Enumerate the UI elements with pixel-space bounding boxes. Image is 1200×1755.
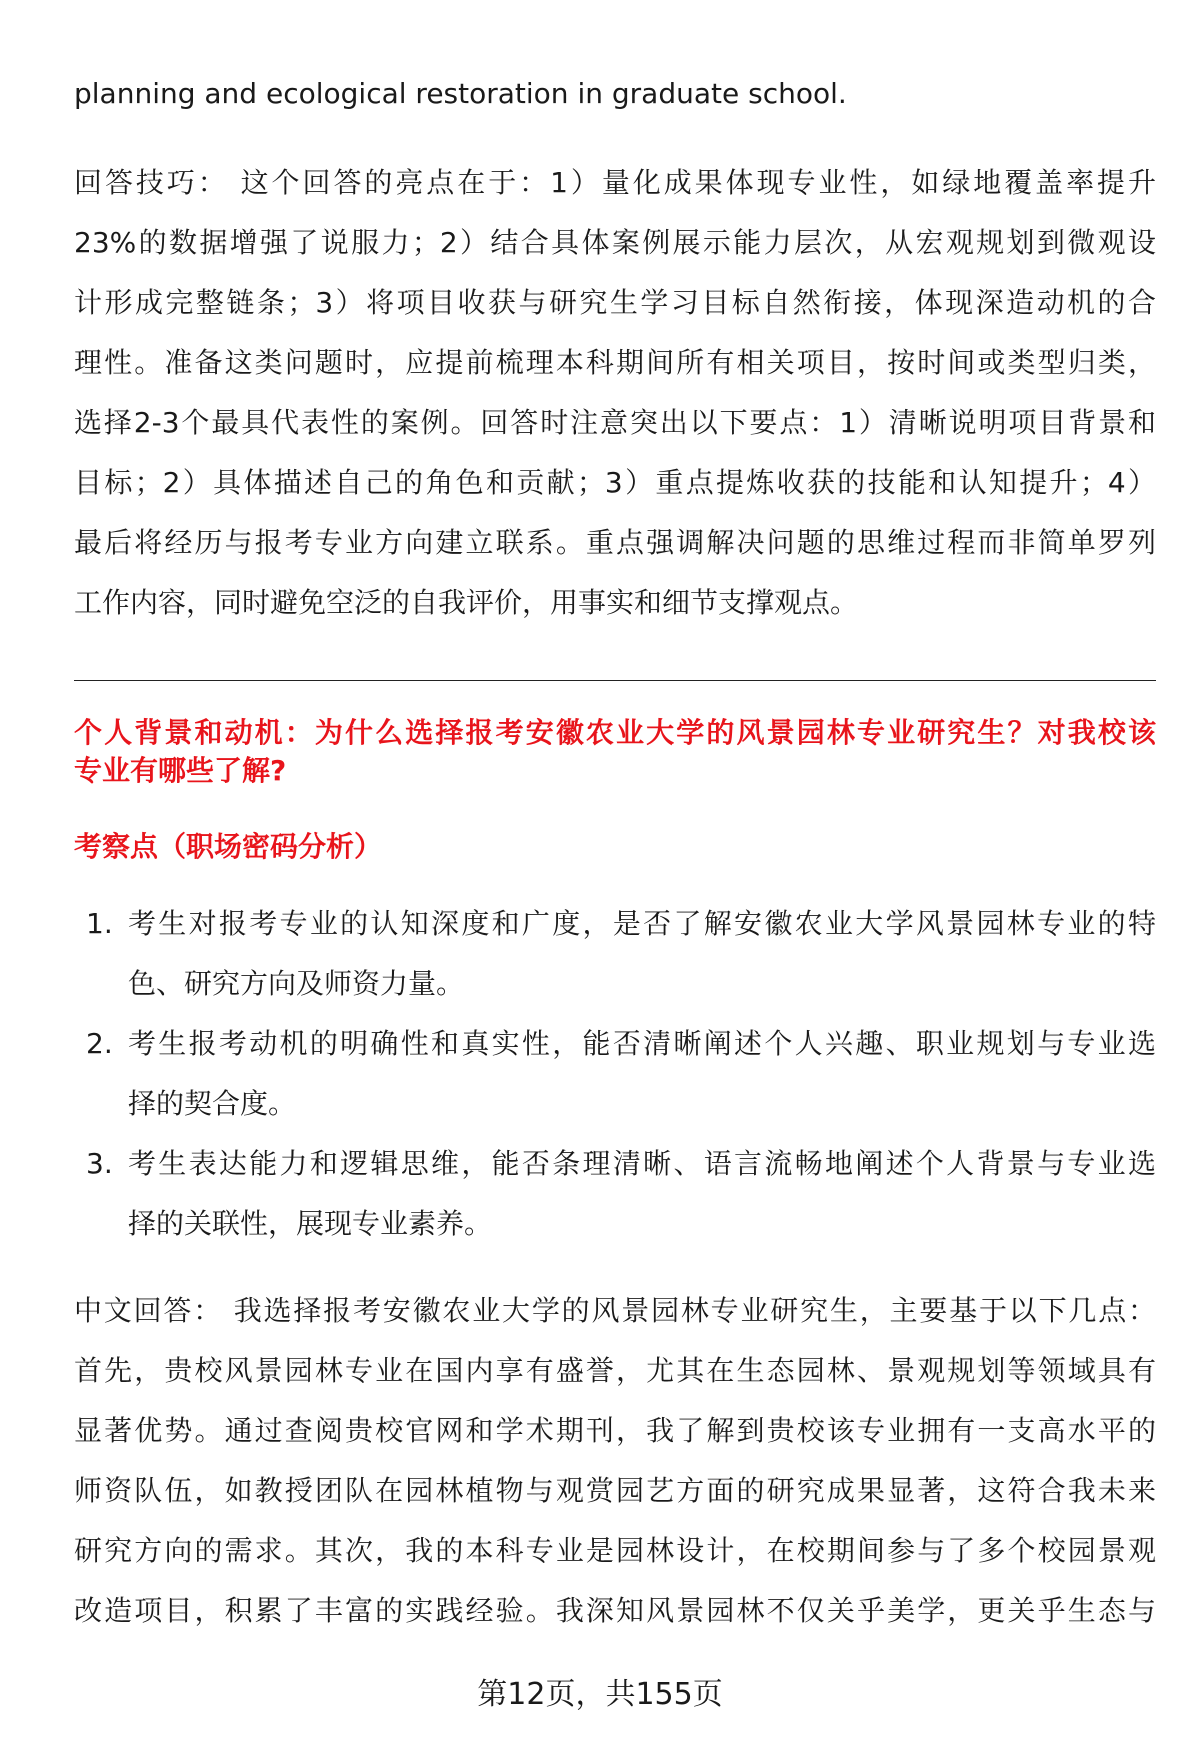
answer-line: 研究方向的需求。其次，我的本科专业是园林设计，在校期间参与了多个校园景观 xyxy=(74,1534,1156,1567)
tips-line: 计形成完整链条；3）将项目收获与研究生学习目标自然衔接，体现深造动机的合 xyxy=(74,286,1156,319)
tips-line: 选择2-3个最具代表性的案例。回答时注意突出以下要点：1）清晰说明项目背景和 xyxy=(74,406,1156,439)
tips-line: 目标；2）具体描述自己的角色和贡献；3）重点提炼收获的技能和认知提升；4） xyxy=(74,466,1156,499)
section-divider xyxy=(74,680,1156,681)
tips-line: 工作内容，同时避免空泛的自我评价，用事实和细节支撑观点。 xyxy=(74,586,859,619)
answer-line: 显著优势。通过查阅贵校官网和学术期刊，我了解到贵校该专业拥有一支高水平的 xyxy=(74,1414,1156,1447)
prev-answer-tail: planning and ecological restoration in graduate school. xyxy=(74,77,847,110)
page-number: 第12页，共155页 xyxy=(477,1677,723,1712)
item-line: 考生表达能力和逻辑思维，能否条理清晰、语言流畅地阐述个人背景与专业选 xyxy=(128,1147,1156,1180)
item-line: 考生报考动机的明确性和真实性，能否清晰阐述个人兴趣、职业规划与专业选 xyxy=(128,1027,1156,1060)
question-line: 个人背景和动机：为什么选择报考安徽农业大学的风景园林专业研究生？对我校该 xyxy=(74,716,1156,749)
analysis-heading: 考察点（职场密码分析） xyxy=(74,830,383,863)
item-line: 择的关联性，展现专业素养。 xyxy=(128,1207,493,1240)
tips-line: 最后将经历与报考专业方向建立联系。重点强调解决问题的思维过程而非简单罗列 xyxy=(74,526,1156,559)
item-line: 考生对报考专业的认知深度和广度，是否了解安徽农业大学风景园林专业的特 xyxy=(128,907,1156,940)
item-line: 色、研究方向及师资力量。 xyxy=(128,967,465,1000)
item-line: 择的契合度。 xyxy=(128,1087,297,1120)
answer-line: 首先，贵校风景园林专业在国内享有盛誉，尤其在生态园林、景观规划等领域具有 xyxy=(74,1354,1156,1387)
question-line: 专业有哪些了解? xyxy=(74,754,287,787)
tips-line: 回答技巧： 这个回答的亮点在于：1）量化成果体现专业性，如绿地覆盖率提升 xyxy=(74,166,1156,199)
item-number: 3. xyxy=(86,1147,113,1180)
item-number: 1. xyxy=(86,907,113,940)
item-number: 2. xyxy=(86,1027,113,1060)
answer-line: 改造项目，积累了丰富的实践经验。我深知风景园林不仅关乎美学，更关乎生态与 xyxy=(74,1594,1156,1627)
answer-line: 中文回答： 我选择报考安徽农业大学的风景园林专业研究生，主要基于以下几点： xyxy=(74,1294,1156,1327)
tips-line: 23%的数据增强了说服力；2）结合具体案例展示能力层次，从宏观规划到微观设 xyxy=(74,226,1156,259)
tips-line: 理性。准备这类问题时，应提前梳理本科期间所有相关项目，按时间或类型归类， xyxy=(74,346,1156,379)
answer-line: 师资队伍，如教授团队在园林植物与观赏园艺方面的研究成果显著，这符合我未来 xyxy=(74,1474,1156,1507)
